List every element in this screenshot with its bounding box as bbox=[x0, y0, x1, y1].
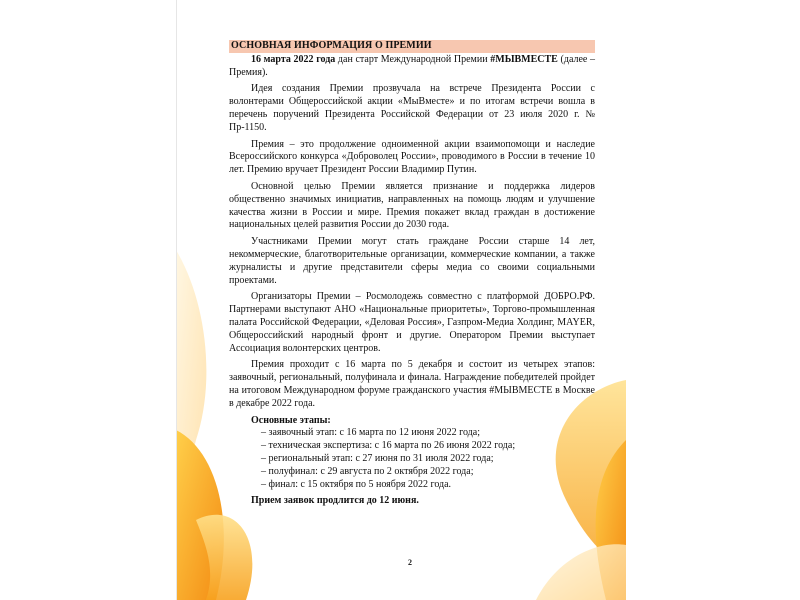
stages-list bbox=[229, 427, 595, 491]
intro-hashtag: #МЫВМЕСТЕ bbox=[490, 53, 558, 65]
intro-paragraph bbox=[229, 54, 595, 80]
stage-item: – техническая экспертиза: с 16 марта по 26 июня 2022 года; bbox=[261, 440, 516, 452]
paragraph: Участниками Премии могут стать граждане России старше 14 лет, некоммерческие, благотворительные организации, коммерческие компании, а также журналисты и другие представители сферы медиа со своими социальными проектами. bbox=[229, 236, 595, 286]
stage-item: – полуфинал: с 29 августа по 2 октября 2022 года; bbox=[261, 465, 474, 477]
paragraph: Основной целью Премии является признание и поддержка лидеров общественно значимых инициатив, направленных на помощь людям и улучшение качества жизни в России и мире. Премия покажет вклад граждан в достижение национальных целей развития России до 2030 года. bbox=[229, 180, 595, 231]
deadline-note: Прием заявок продлится до 12 июня. bbox=[251, 495, 419, 507]
page-number: 2 bbox=[408, 558, 412, 567]
page-edge bbox=[176, 0, 177, 600]
intro-date: 16 марта 2022 года bbox=[251, 53, 336, 65]
stage-item: – региональный этап: с 27 июня по 31 июля 2022 года; bbox=[261, 452, 494, 464]
paragraph: Премия – это продолжение одноименной акции взаимопомощи и наследие Всероссийского конкурса «Доброволец России», проводимого в России в течение 10 лет. Премию вручает Президент России Владимир Путин. bbox=[229, 138, 595, 176]
paragraph: Идея создания Премии прозвучала на встрече Президента России с волонтерами Общероссийской акции «МыВместе» и по итогам встречи вошла в перечень поручений Президента Российской Федерации от 23 июля 2020 г. № Пр-1150. bbox=[229, 83, 595, 133]
stage-item: – финал: с 15 октября по 5 ноября 2022 года. bbox=[261, 478, 452, 490]
paragraph: Премия проходит с 16 марта по 5 декабря и состоит из четырех этапов: заявочный, региональный, полуфинала и финала. Награждение победителей пройдет на итоговом Международном форуме гражданского участия #МЫВМЕСТЕ в Москве в декабре 2022 года. bbox=[229, 359, 595, 409]
intro-tail: (далее – Премия). bbox=[229, 53, 595, 78]
stage-item: – заявочный этап: с 16 марта по 12 июня 2022 года; bbox=[261, 427, 480, 439]
section-heading: ОСНОВНАЯ ИНФОРМАЦИЯ О ПРЕМИИ bbox=[229, 40, 595, 53]
stages-title: Основные этапы: bbox=[251, 414, 331, 426]
document-content bbox=[229, 40, 595, 508]
paragraph: Организаторы Премии – Росмолодежь совместно с платформой ДОБРО.РФ. Партнерами выступают АНО «Национальные приоритеты», Торгово-промышленная палата Российской Федерации, «Деловая Россия», Газпром-Медиа Холдинг, MAYER, Общероссийский народный фронт и другие. Оператором Премии выступает Ассоциация волонтерских центров. bbox=[229, 291, 595, 354]
intro-text: дан старт Международной Премии bbox=[335, 53, 491, 65]
